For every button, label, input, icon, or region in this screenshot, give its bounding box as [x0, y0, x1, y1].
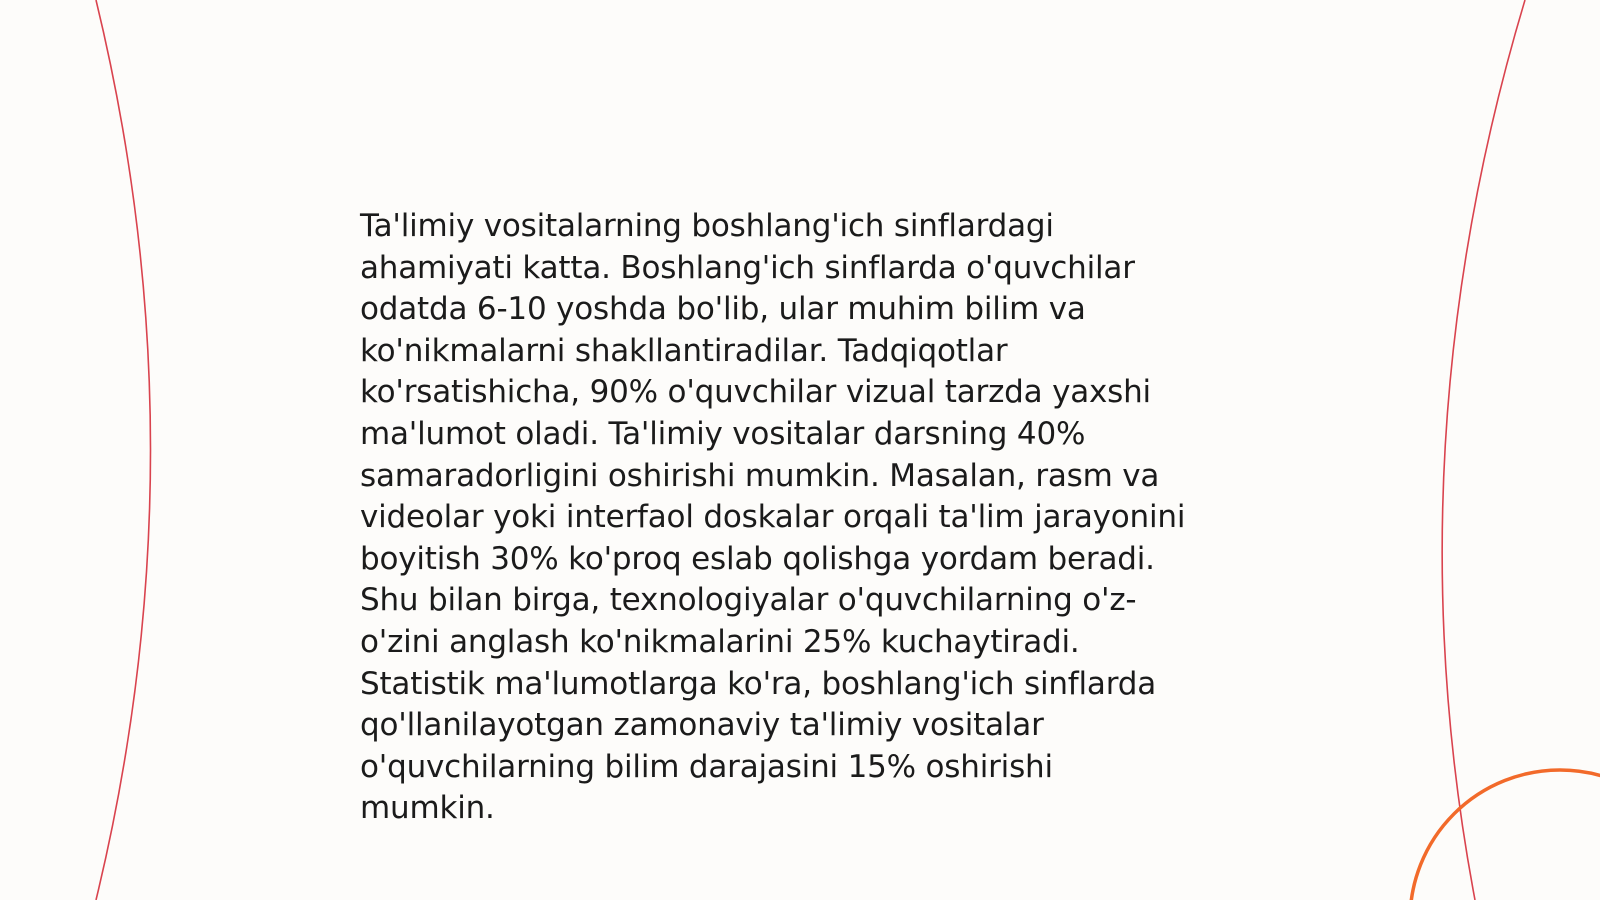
paragraph-line: o'quvchilarning bilim darajasini 15% oshirishi	[360, 748, 1053, 785]
paragraph-line: odatda 6-10 yoshda bo'lib, ular muhim bilim va	[360, 291, 1086, 328]
right-arc-decoration	[1442, 0, 1525, 900]
paragraph-line: ko'nikmalarni shakllantiradilar. Tadqiqotlar	[360, 332, 1008, 369]
paragraph-line: Statistik ma'lumotlarga ko'ra, boshlang'ich sinflarda	[360, 665, 1157, 702]
body-paragraph	[360, 206, 1260, 830]
paragraph-line: ma'lumot oladi. Ta'limiy vositalar darsning 40%	[360, 415, 1086, 452]
paragraph-line: Shu bilan birga, texnologiyalar o'quvchilarning o'z-	[360, 582, 1137, 619]
paragraph-line: ahamiyati katta. Boshlang'ich sinflarda o'quvchilar	[360, 249, 1135, 286]
paragraph-line: mumkin.	[360, 790, 495, 827]
paragraph-line: samaradorligini oshirishi mumkin. Masalan, rasm va	[360, 457, 1160, 494]
paragraph-line: qo'llanilayotgan zamonaviy ta'limiy vositalar	[360, 707, 1044, 744]
corner-circle-decoration	[1410, 770, 1600, 900]
left-arc-decoration	[96, 0, 151, 900]
paragraph-line: boyitish 30% ko'proq eslab qolishga yordam beradi.	[360, 540, 1155, 577]
paragraph-line: o'zini anglash ko'nikmalarini 25% kuchaytiradi.	[360, 623, 1080, 660]
paragraph-line: ko'rsatishicha, 90% o'quvchilar vizual tarzda yaxshi	[360, 374, 1151, 411]
paragraph-line: videolar yoki interfaol doskalar orqali ta'lim jarayonini	[360, 499, 1186, 536]
paragraph-line: Ta'limiy vositalarning boshlang'ich sinflardagi	[360, 208, 1054, 244]
